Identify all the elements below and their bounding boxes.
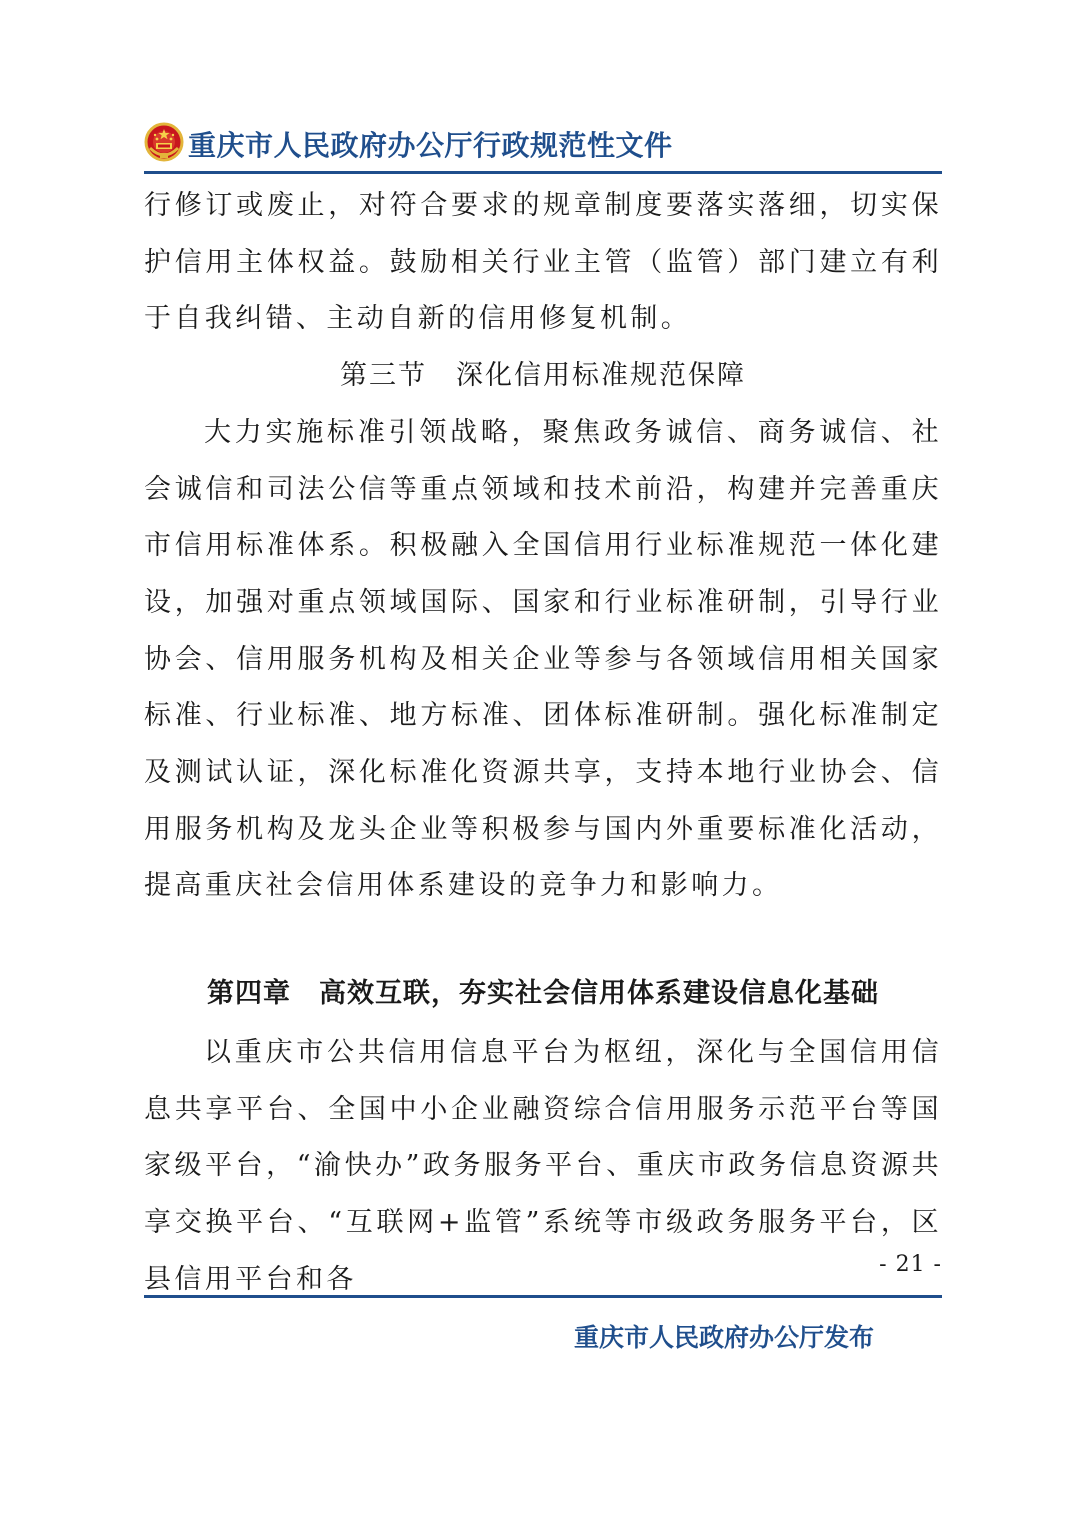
chapter-title: 第四章 高效互联，夯实社会信用体系建设信息化基础 (207, 978, 879, 1009)
footer-divider (144, 1295, 942, 1298)
national-emblem-icon (144, 122, 184, 162)
section-title: 第三节 深化信用标准规范保障 (340, 360, 746, 392)
page-number: - 21 - (879, 1252, 942, 1277)
paragraph-platforms: 以重庆市公共信用信息平台为枢纽，深化与全国信用信息共享平台、全国中小企业融资综合信用服务示范平台等国家级平台，“渝快办”政务服务平台、重庆市政务信息资源共享交换平台、“互联网+监管”系统等市级政务服务平台，区县信用平台和各 (144, 1037, 942, 1295)
document-body (144, 178, 942, 915)
page-header (144, 118, 944, 168)
header-title: 重庆市人民政府办公厅行政规范性文件 (188, 129, 673, 162)
header-divider (144, 171, 942, 174)
document-body-continued (144, 1025, 942, 1309)
paragraph-continuation: 行修订或废止，对符合要求的规章制度要落实落细，切实保护信用主体权益。鼓励相关行业主管（监管）部门建立有利于自我纠错、主动自新的信用修复机制。 (144, 190, 942, 335)
footer-publisher: 重庆市人民政府办公厅发布 (574, 1323, 875, 1352)
paragraph-standards: 大力实施标准引领战略，聚焦政务诚信、商务诚信、社会诚信和司法公信等重点领域和技术前沿，构建并完善重庆市信用标准体系。积极融入全国信用行业标准规范一体化建设，加强对重点领域国际、国家和行业标准研制，引导行业协会、信用服务机构及相关企业等参与各领域信用相关国家标准、行业标准、地方标准、团体标准研制。强化标准制定及测试认证，深化标准化资源共享，支持本地行业协会、信用服务机构及龙头企业等积极参与国内外重要标准化活动，提高重庆社会信用体系建设的竞争力和影响力。 (144, 416, 942, 902)
